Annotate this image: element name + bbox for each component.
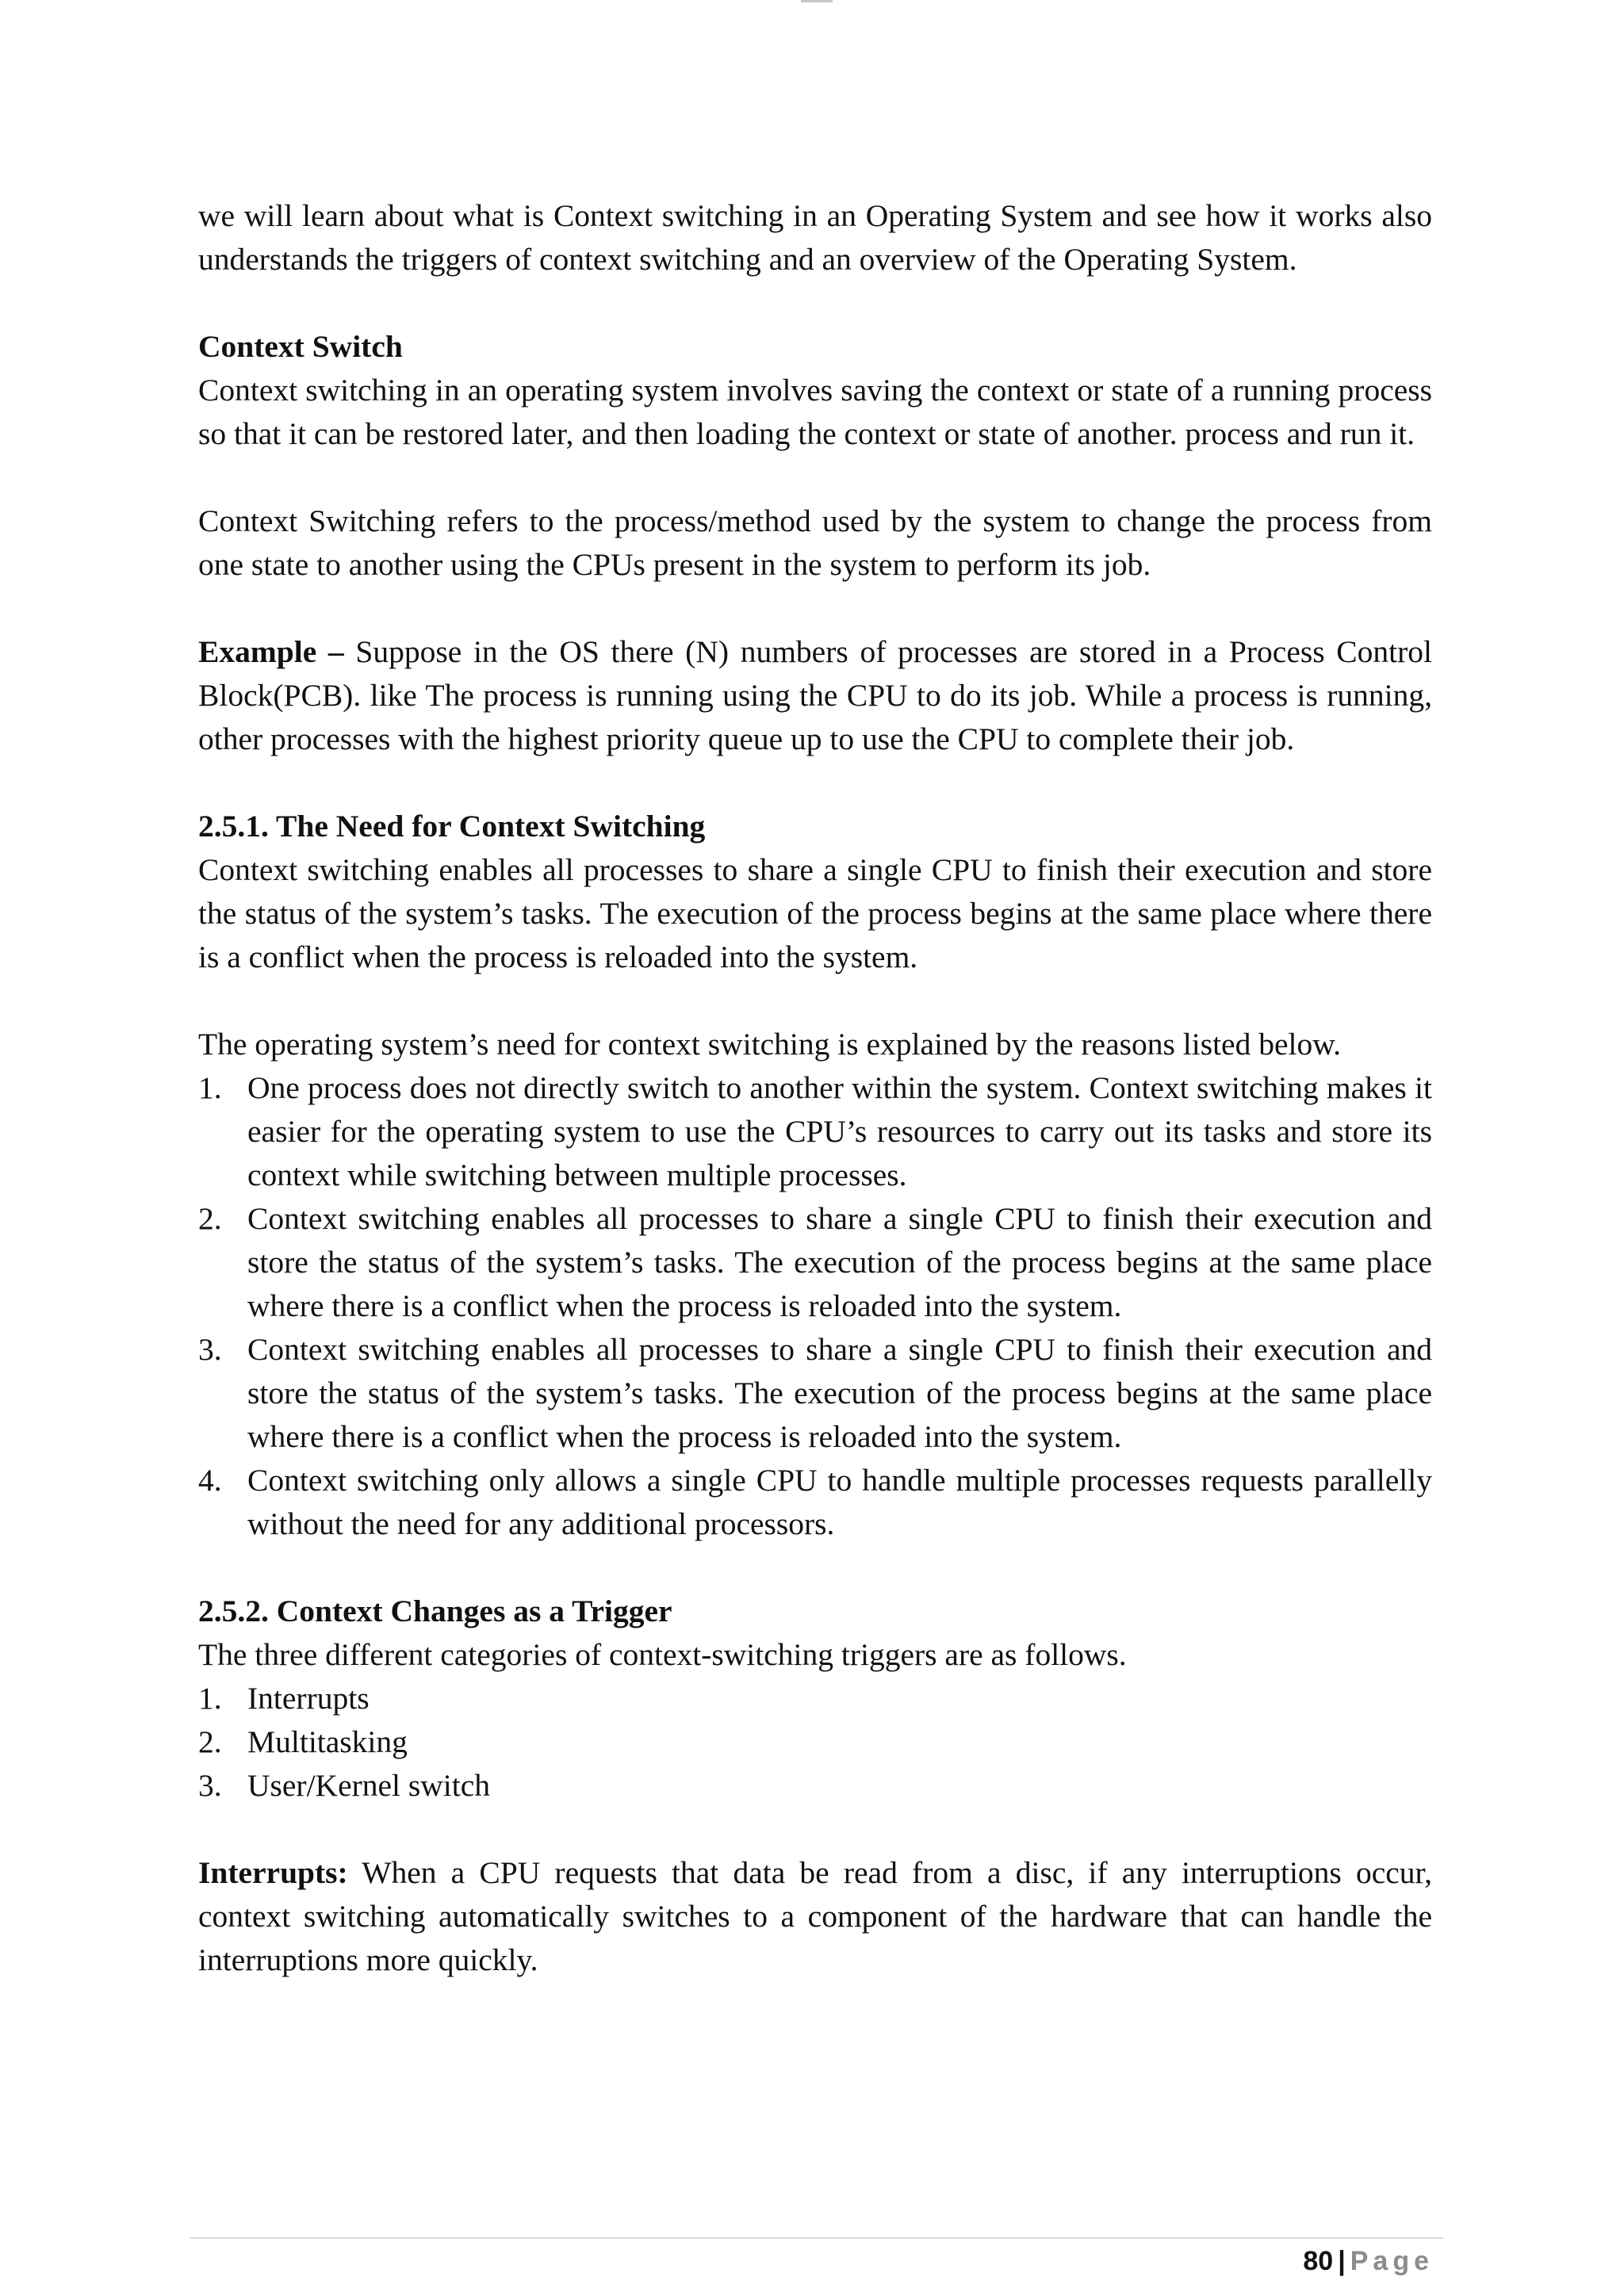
list-item: [198, 1677, 1432, 1720]
interrupts-label: Interrupts:: [198, 1855, 348, 1890]
page-number: 80: [1303, 2246, 1334, 2276]
list-item-text: User/Kernel switch: [247, 1768, 491, 1803]
spacer: [198, 281, 1432, 325]
list-item: [198, 1459, 1432, 1546]
spacer: [198, 761, 1432, 805]
spacer: [198, 979, 1432, 1023]
triggers-intro: The three different categories of context-switching triggers are as follows.: [198, 1637, 1127, 1672]
spacer: [198, 587, 1432, 630]
spacer: [198, 1546, 1432, 1590]
list-item-text: Interrupts: [247, 1681, 370, 1716]
list-number: 2.: [198, 1201, 222, 1236]
interrupts-paragraph: [198, 1851, 1432, 1982]
list-number: 1.: [198, 1681, 222, 1716]
need-reasons-list: [198, 1066, 1432, 1546]
list-item-text: Context switching enables all processes to share a single CPU to finish their execution and store the status of the system’s tasks. The execution of the process begins at the same place where there is a conflict when the process is reloaded into the system.: [247, 1201, 1432, 1323]
document-page: [198, 194, 1432, 1982]
section-heading-triggers: 2.5.2. Context Changes as a Trigger: [198, 1594, 672, 1628]
footer-divider: [190, 2237, 1443, 2239]
list-item: [198, 1720, 1432, 1764]
spacer: [198, 1808, 1432, 1851]
page-word: Page: [1350, 2246, 1434, 2276]
example-label: Example –: [198, 634, 344, 669]
section-heading-context-switch: Context Switch: [198, 329, 403, 364]
list-number: 3.: [198, 1332, 222, 1367]
list-item-text: Context switching enables all processes to share a single CPU to finish their execution and store the status of the system’s tasks. The execution of the process begins at the same place where there is a conflict when the process is reloaded into the system.: [247, 1332, 1432, 1454]
context-switch-paragraph-2: Context Switching refers to the process/method used by the system to change the process from one state to another using the CPUs present in the system to perform its job.: [198, 503, 1432, 582]
list-number: 2.: [198, 1724, 222, 1759]
list-item: [198, 1328, 1432, 1459]
list-number: 1.: [198, 1070, 222, 1105]
section-heading-need: 2.5.1. The Need for Context Switching: [198, 809, 706, 844]
list-item-text: Multitasking: [247, 1724, 408, 1759]
triggers-list: [198, 1677, 1432, 1808]
need-list-intro: The operating system’s need for context switching is explained by the reasons listed below.: [198, 1027, 1342, 1062]
list-item-text: One process does not directly switch to another within the system. Context switching makes it easier for the operating system to use the CPU’s resources to carry out its tasks and store its context while switching between multiple processes.: [247, 1070, 1432, 1192]
intro-paragraph: we will learn about what is Context switching in an Operating System and see how it works also understands the triggers of context switching and an overview of the Operating System.: [198, 198, 1432, 277]
context-switch-paragraph-1: Context switching in an operating system involves saving the context or state of a running process so that it can be restored later, and then loading the context or state of another. process and run it.: [198, 373, 1432, 451]
example-text: Suppose in the OS there (N) numbers of processes are stored in a Process Control Block(PCB). like The process is running using the CPU to do its job. While a process is running, other processes with the highest priority queue up to use the CPU to complete their job.: [198, 634, 1432, 756]
list-item-text: Context switching only allows a single CPU to handle multiple processes requests parallelly without the need for any additional processors.: [247, 1463, 1432, 1541]
spacer: [198, 456, 1432, 499]
page-footer: [1303, 2244, 1434, 2279]
list-item: [198, 1197, 1432, 1328]
list-number: 4.: [198, 1463, 222, 1498]
example-paragraph: [198, 630, 1432, 761]
list-number: 3.: [198, 1768, 222, 1803]
footer-separator: |: [1338, 2246, 1346, 2276]
interrupts-text: When a CPU requests that data be read from a disc, if any interruptions occur, context switching automatically switches to a component of the hardware that can handle the interruptions more quickly.: [198, 1855, 1432, 1977]
top-mark: [801, 0, 833, 2]
list-item: [198, 1764, 1432, 1808]
need-paragraph: Context switching enables all processes to share a single CPU to finish their execution and store the status of the system’s tasks. The execution of the process begins at the same place where there is a conflict when the process is reloaded into the system.: [198, 852, 1432, 974]
list-item: [198, 1066, 1432, 1197]
